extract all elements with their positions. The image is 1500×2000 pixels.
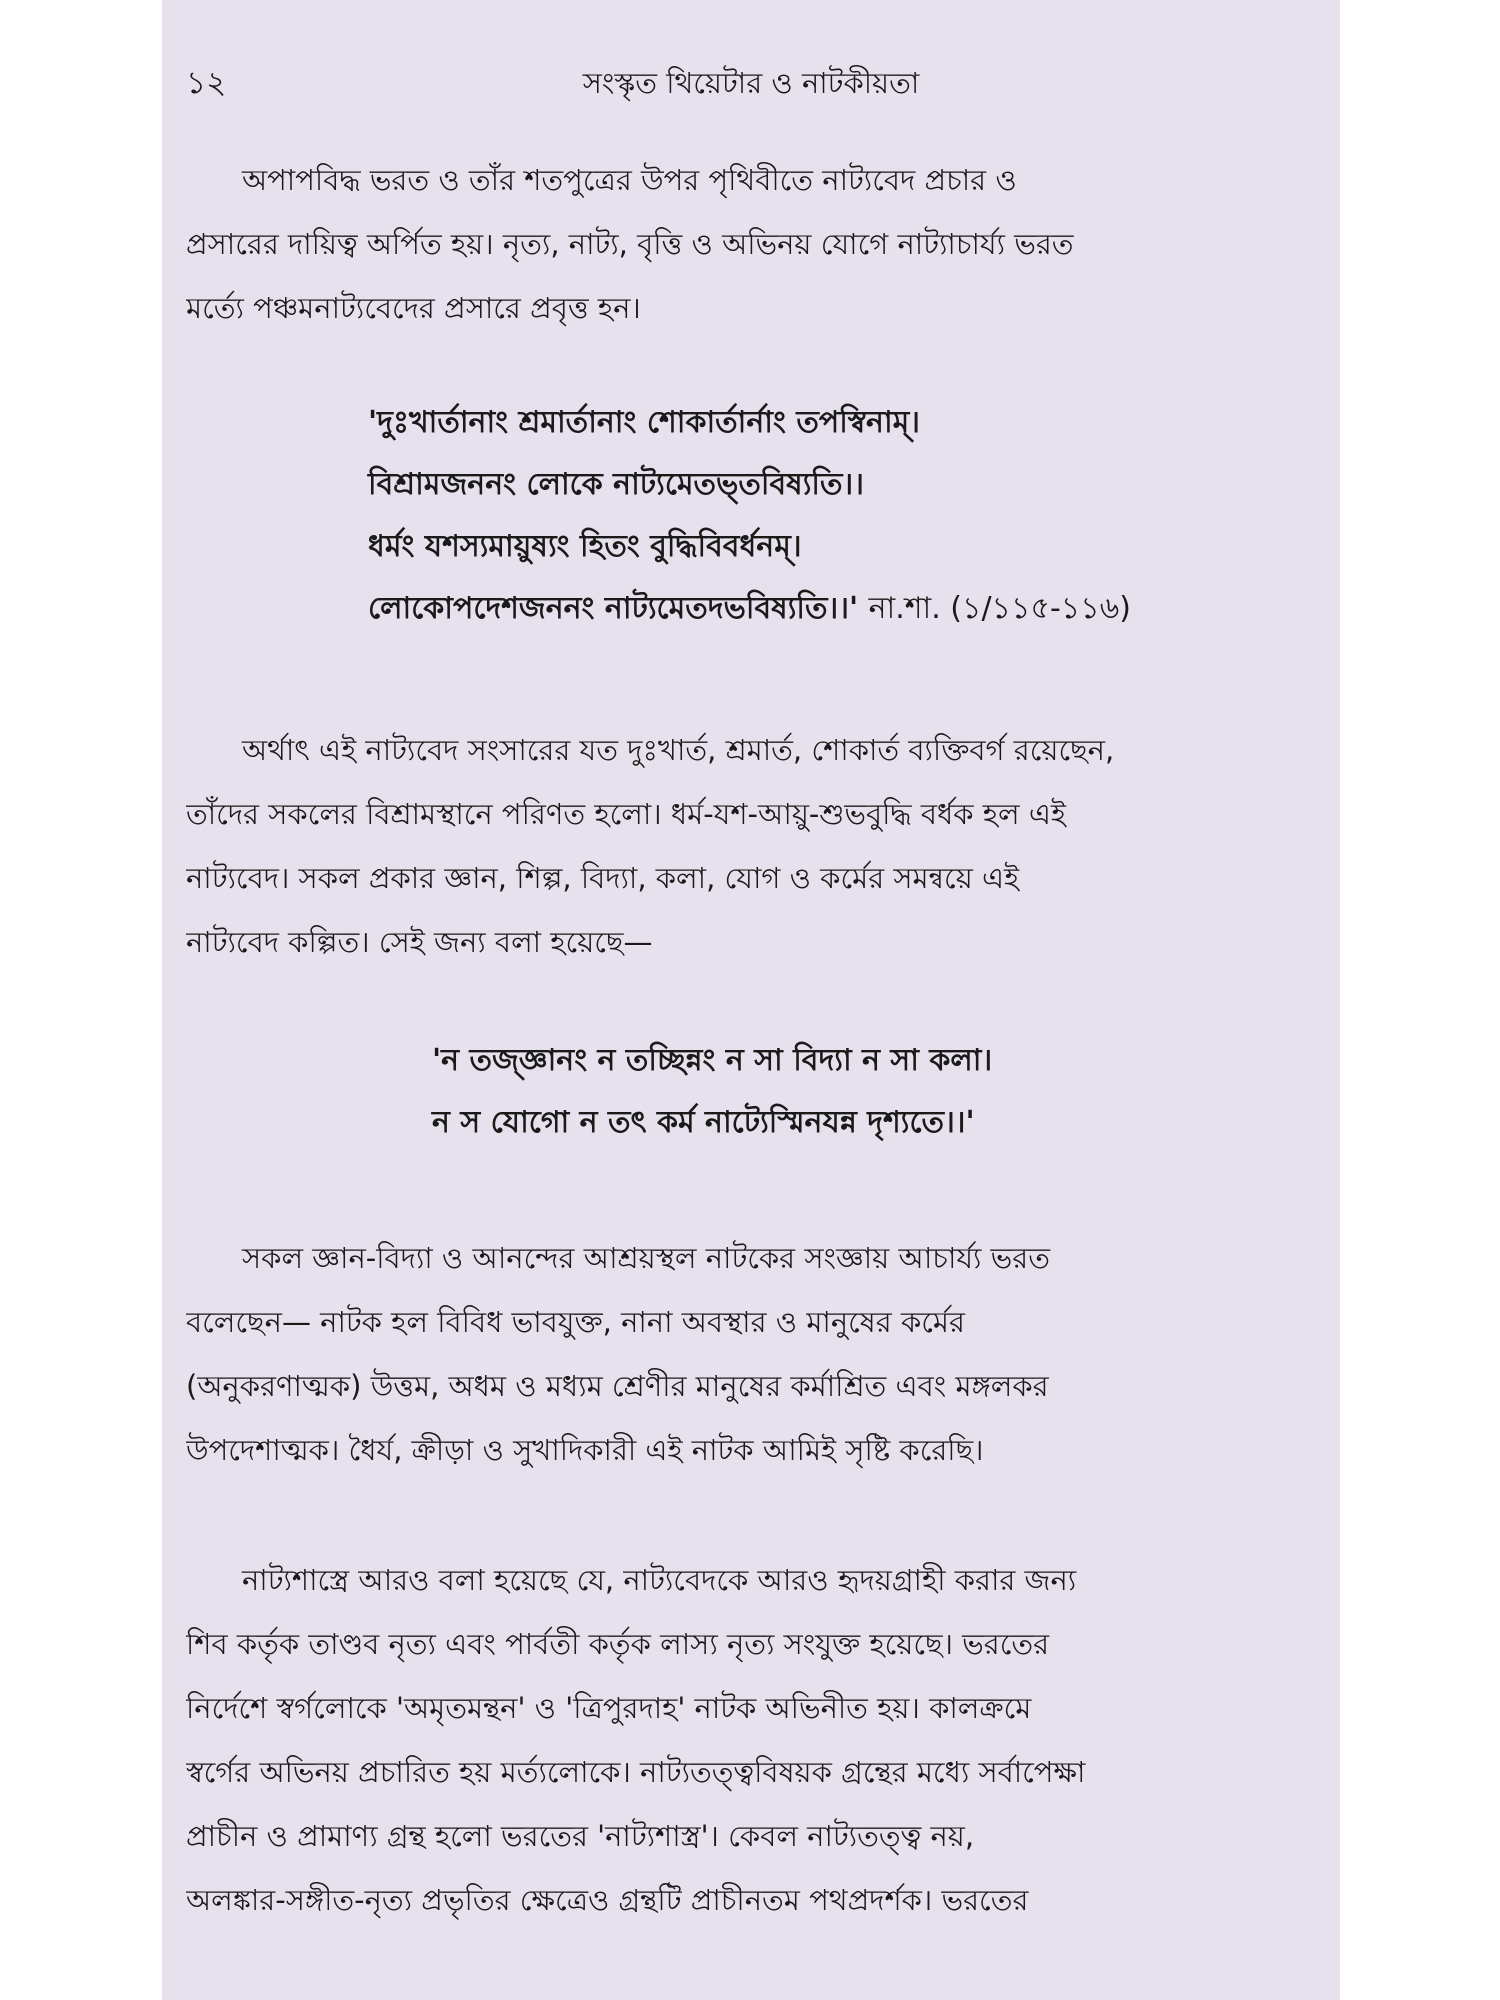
paragraph-3 <box>186 1226 1320 1482</box>
paragraph-line: অলঙ্কার-সঙ্গীত-নৃত্য প্রভৃতির ক্ষেত্রেও গ্রন্থটি প্রাচীনতম পথপ্রদর্শক। ভরতের <box>186 1883 1029 1917</box>
verse-line: 'ন তজ্জ্ঞানং ন তচ্ছিন্নং ন সা বিদ্যা ন সা কলা। <box>432 1043 993 1078</box>
paragraph-line: শিব কর্তৃক তাণ্ডব নৃত্য এবং পার্বতী কর্তৃক লাস্য নৃত্য সংযুক্ত হয়েছে। ভরতের <box>186 1627 1050 1661</box>
book-page <box>162 0 1340 2000</box>
paragraph-line: তাঁদের সকলের বিশ্রামস্থানে পরিণত হলো। ধর্ম-যশ-আয়ু-শুভবুদ্ধি বর্ধক হল এই <box>186 797 1066 831</box>
paragraph-line: মর্ত্যে পঞ্চমনাট্যবেদের প্রসারে প্রবৃত্ত হন। <box>186 291 641 325</box>
verse-citation: না.শা. (১/১১৫-১১৬) <box>868 591 1131 626</box>
paragraph-line: নাট্যবেদ কল্পিত। সেই জন্য বলা হয়েছে— <box>186 925 653 959</box>
paragraph-line: বলেছেন— নাটক হল বিবিধ ভাবযুক্ত, নানা অবস্থার ও মানুষের কর্মের <box>186 1305 965 1339</box>
verse-line: ধর্মং যশস্যমায়ুষ্যং হিতং বুদ্ধিবিবর্ধনম্। <box>368 529 802 564</box>
paragraph-line: নাট্যবেদ। সকল প্রকার জ্ঞান, শিল্প, বিদ্যা, কলা, যোগ ও কর্মের সমন্বয়ে এই <box>186 861 1020 895</box>
sanskrit-verse-2 <box>432 1030 992 1154</box>
verse-line: 'দুঃখার্তানাং শ্রমার্তানাং শোকার্তার্নাং তপস্বিনাম্। <box>368 405 921 440</box>
paragraph-line: প্রাচীন ও প্রামাণ্য গ্রন্থ হলো ভরতের 'নাট্যশাস্ত্র'। কেবল নাট্যতত্ত্ব নয়, <box>186 1819 975 1853</box>
verse-line-text: লোকোপদেশজননং নাট্যমেতদভবিষ্যতি।।' <box>368 591 859 626</box>
paragraph-line: প্রসারের দায়িত্ব অর্পিত হয়। নৃত্য, নাট্য, বৃত্তি ও অভিনয় যোগে নাট্যাচার্য্য ভরত <box>186 227 1074 261</box>
page-header <box>162 58 1340 108</box>
paragraph-1 <box>186 148 1320 340</box>
paragraph-line: নির্দেশে স্বর্গলোকে 'অমৃতমন্থন' ও 'ত্রিপুরদাহ' নাটক অভিনীত হয়। কালক্রমে <box>186 1691 1032 1725</box>
paragraph-line: স্বর্গের অভিনয় প্রচারিত হয় মর্ত্যলোকে। নাট্যতত্ত্ববিষয়ক গ্রন্থের মধ্যে সর্বাপেক্ষা <box>186 1755 1086 1789</box>
verse-line <box>368 578 1131 640</box>
paragraph-line: অপাপবিদ্ধ ভরত ও তাঁর শতপুত্রের উপর পৃথিবীতে নাট্যবেদ প্রচার ও <box>242 163 1017 197</box>
verse-line: বিশ্রামজননং লোকে নাট্যমেতভ্তবিষ্যতি।। <box>368 467 864 502</box>
page-number: ১২ <box>186 65 227 101</box>
paragraph-line: সকল জ্ঞান-বিদ্যা ও আনন্দের আশ্রয়স্থল নাটকের সংজ্ঞায় আচার্য্য ভরত <box>242 1241 1051 1275</box>
paragraph-line: উপদেশাত্মক। ধৈর্য, ক্রীড়া ও সুখাদিকারী এই নাটক আমিই সৃষ্টি করেছি। <box>186 1433 984 1467</box>
paragraph-line: নাট্যশাস্ত্রে আরও বলা হয়েছে যে, নাট্যবেদকে আরও হৃদয়গ্রাহী করার জন্য <box>242 1563 1077 1597</box>
verse-line: ন স যোগো ন তৎ কর্ম নাট্যেস্মিনযন্ন দৃশ্যতে।।' <box>432 1105 975 1140</box>
paragraph-line: অর্থাৎ এই নাট্যবেদ সংসারের যত দুঃখার্ত, শ্রমার্ত, শোকার্ত ব্যক্তিবর্গ রয়েছেন, <box>242 733 1115 767</box>
sanskrit-verse-1 <box>368 392 1131 640</box>
paragraph-line: (অনুকরণাত্মক) উত্তম, অধম ও মধ্যম শ্রেণীর মানুষের কর্মাশ্রিত এবং মঙ্গলকর <box>186 1369 1049 1403</box>
paragraph-4 <box>186 1548 1320 1932</box>
paragraph-2 <box>186 718 1320 974</box>
running-title: সংস্কৃত থিয়েটার ও নাটকীয়তা <box>582 66 920 100</box>
